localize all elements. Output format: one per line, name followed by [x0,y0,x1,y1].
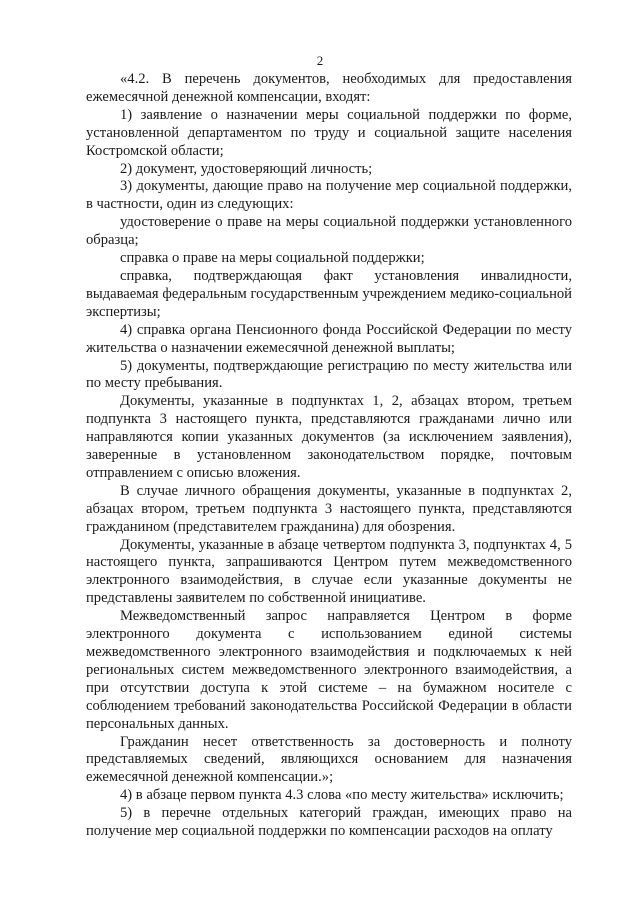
document-body [86,71,572,841]
paragraph: Гражданин несет ответственность за достоверность и полноту представляемых сведений, являющихся основанием для назначения ежемесячной денежной компенсации.»; [86,733,572,786]
paragraph: 5) в перечне отдельных категорий граждан, имеющих право на получение мер социальной поддержки по компенсации расходов на оплату [86,805,572,840]
paragraph: В случае личного обращения документы, указанные в подпунктах 2, абзацах втором, третьем подпункта 3 настоящего пункта, представляются гражданином (представителем гражданина) для обозрения. [86,482,572,535]
paragraph: удостоверение о праве на меры социальной поддержки установленного образца; [86,214,572,249]
paragraph: справка о праве на меры социальной поддержки; [120,250,425,267]
paragraph: 5) документы, подтверждающие регистрацию по месту жительства или по месту пребывания. [86,357,572,392]
paragraph: 4) справка органа Пенсионного фонда Российской Федерации по месту жительства о назначении ежемесячной денежной выплаты; [86,321,572,356]
paragraph: справка, подтверждающая факт установления инвалидности, выдаваемая федеральным государственным учреждением медико-социальной экспертизы; [86,267,572,320]
paragraph: Документы, указанные в абзаце четвертом подпункта 3, подпунктах 4, 5 настоящего пункта, запрашиваются Центром путем межведомственного электронного взаимодействия, в случае если указанные документы не представлены заявителем по собственной инициативе. [86,536,572,607]
paragraph: 2) документ, удостоверяющий личность; [120,160,373,177]
paragraph: «4.2. В перечень документов, необходимых для предоставления ежемесячной денежной компенсации, входят: [86,71,572,105]
paragraph: 3) документы, дающие право на получение мер социальной поддержки, в частности, один из следующих: [86,178,572,213]
paragraph: 4) в абзаце первом пункта 4.3 слова «по месту жительства» исключить; [120,787,564,804]
paragraph: Межведомственный запрос направляется Центром в форме электронного документа с использованием единой системы межведомственного электронного взаимодействия и подключаемых к ней региональных систем межведомственного электронного взаимодействия, а при отсутствии доступа к этой системе – на бумажном носителе с соблюдением требований законодательства Российской Федерации в области персональных данных. [86,608,572,732]
paragraph: Документы, указанные в подпунктах 1, 2, абзацах втором, третьем подпункта 3 настоящего пункта, представляются гражданами лично или направляются копии указанных документов (за исключением заявления), заверенные в установленном законодательством порядке, почтовым отправлением с описью вложения. [86,393,572,481]
page-number: 2 [316,53,324,68]
paragraph: 1) заявление о назначении меры социальной поддержки по форме, установленной департаментом по труду и социальной защите населения Костромской области; [86,106,572,159]
